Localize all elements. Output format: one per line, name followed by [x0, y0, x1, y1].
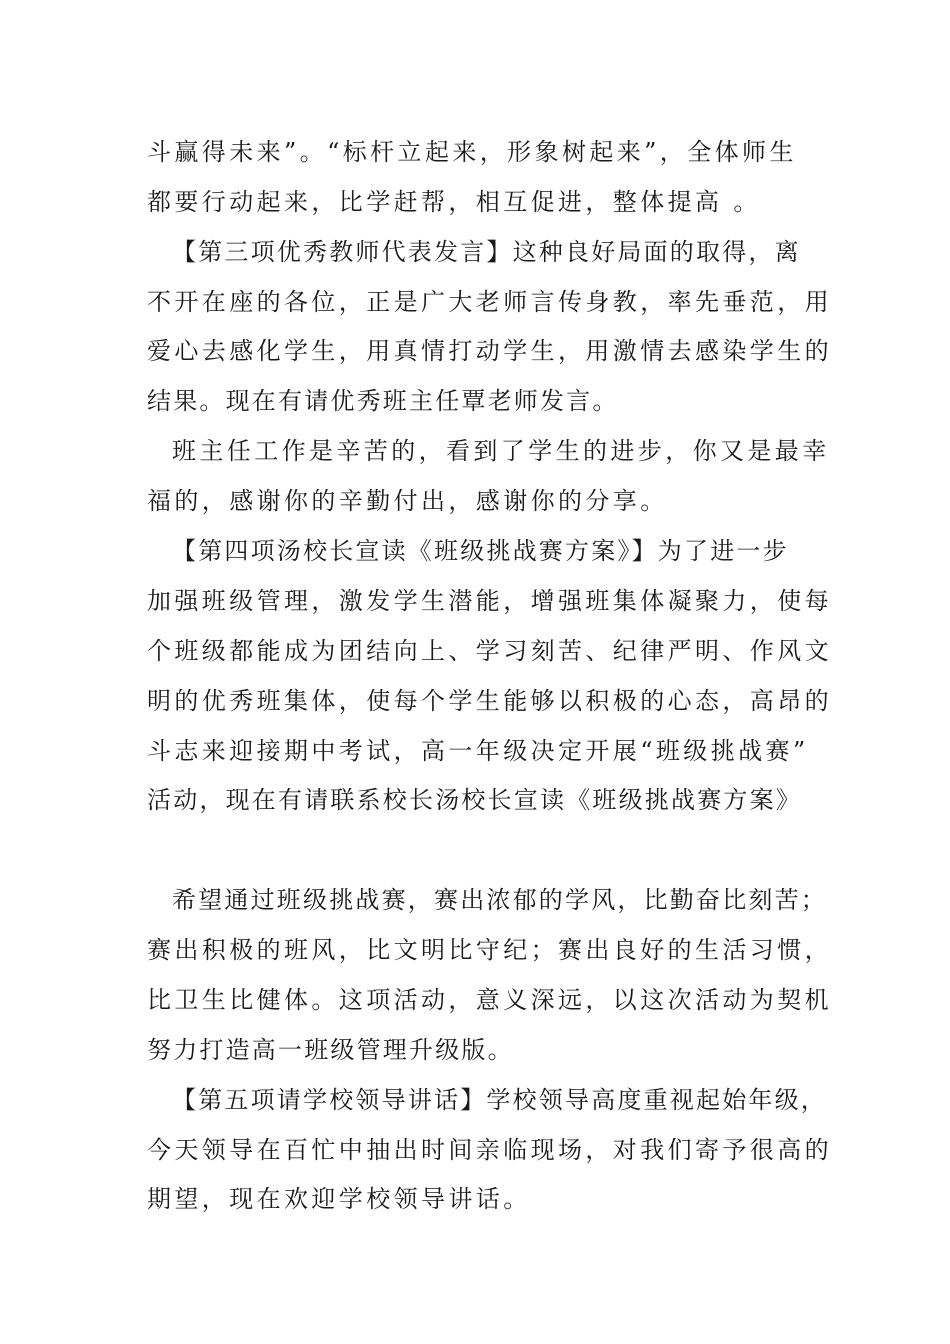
text-line: 班主任工作是辛苦的，看到了学生的进步，你又是最幸: [172, 437, 830, 465]
text-line: 努力打造高一班级管理升级版。: [147, 1036, 514, 1064]
text-line: 福的，感谢你的辛勤付出，感谢你的分享。: [147, 487, 668, 515]
text-line: 比卫生比健体。这项活动，意义深远，以这次活动为契机: [147, 986, 832, 1014]
text-line: 活动，现在有请联系校长汤校长宣读《班级挑战赛方案》: [147, 786, 802, 814]
text-line: 结果。现在有请优秀班主任覃老师发言。: [147, 387, 619, 415]
text-line: 加强班级管理，激发学生潜能，增强班集体凝聚力，使每: [147, 587, 832, 615]
text-line: 【第四项汤校长宣读《班级挑战赛方案》】为了进一步: [172, 537, 789, 565]
text-line: 斗赢得未来”。“标杆立起来，形象树起来”，全体师生: [147, 138, 797, 166]
text-line: 【第五项请学校领导讲话】学校领导高度重视起始年级，: [172, 1086, 827, 1114]
text-line: 期望，现在欢迎学校领导讲话。: [147, 1185, 531, 1213]
text-line: 今天领导在百忙中抽出时间亲临现场，对我们寄予很高的: [147, 1136, 832, 1164]
text-line: 斗志来迎接期中考试，高一年级决定开展“班级挑战赛”: [147, 737, 809, 765]
text-line: 都要行动起来，比学赶帮，相互促进，整体提高 。: [147, 188, 761, 216]
text-line: 赛出积极的班风，比文明比守纪；赛出良好的生活习惯，: [147, 936, 832, 964]
text-line: 个班级都能成为团结向上、学习刻苦、纪律严明、作风文: [147, 637, 832, 665]
text-line: 明的优秀班集体，使每个学生能够以积极的心态，高昂的: [147, 687, 832, 715]
text-line: 【第三项优秀教师代表发言】这种良好局面的取得，离: [172, 238, 801, 266]
text-line: 爱心去感化学生，用真情打动学生，用激情去感染学生的: [147, 337, 832, 365]
text-line: 希望通过班级挑战赛，赛出浓郁的学风，比勤奋比刻苦；: [172, 886, 827, 914]
text-line: 不开在座的各位，正是广大老师言传身教，率先垂范，用: [147, 288, 832, 316]
